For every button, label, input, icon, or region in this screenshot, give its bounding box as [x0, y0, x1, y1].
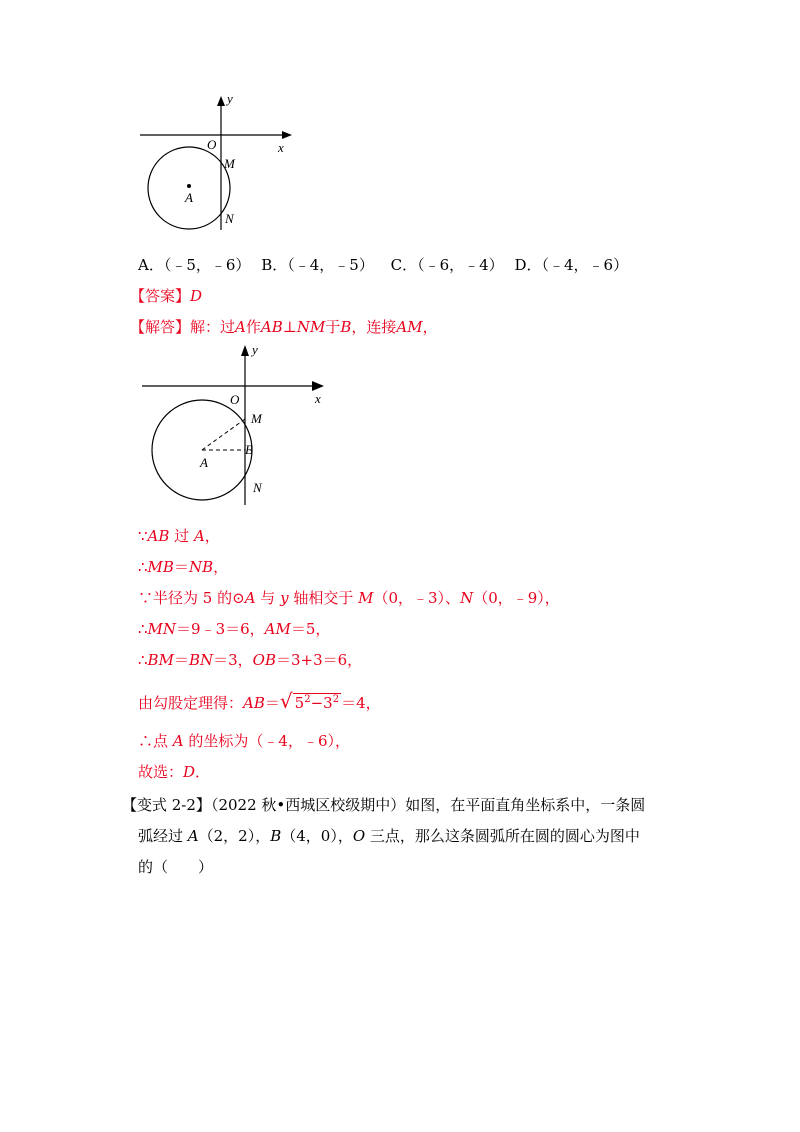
label-x: x	[278, 140, 284, 155]
s1-a: A	[193, 527, 205, 545]
s7-t1: 点	[153, 732, 173, 750]
sol-a: A	[235, 318, 246, 336]
s8-d: D	[183, 763, 196, 781]
sqrt-radicand	[293, 693, 341, 712]
option-d[interactable]: D．（﹣4，﹣6）	[514, 256, 629, 274]
s6-r1: 5	[294, 694, 305, 712]
s4-am: AM	[264, 620, 291, 638]
v2-a: A	[187, 827, 199, 845]
options-row	[138, 255, 628, 275]
s5-t1: ＝	[173, 651, 189, 669]
s6-t1: 由勾股定理得：	[138, 694, 244, 712]
s4-t2: ＝5，	[290, 620, 331, 638]
step-8	[138, 762, 210, 782]
s5-t2: ＝3，	[213, 651, 253, 669]
s6-p2: 2	[332, 694, 340, 705]
option-a[interactable]: A．（﹣5，﹣6）	[138, 256, 251, 274]
sol-t3: 于	[325, 318, 341, 336]
answer-tag: 【答案】	[130, 287, 191, 305]
label-o: O	[230, 392, 240, 407]
s2-therefore: ∴	[138, 558, 148, 576]
s3-n: N	[460, 589, 474, 607]
x-arrow-icon	[312, 381, 324, 391]
s6-p1: 2	[304, 694, 311, 705]
figure-2	[130, 340, 340, 510]
s5-bn: BN	[188, 651, 214, 669]
x-arrow-icon	[282, 131, 292, 139]
variant-line-1	[122, 795, 645, 815]
s3-t2: 与	[255, 589, 281, 607]
s2-mb: MB	[147, 558, 174, 576]
s2-end: ，	[213, 558, 229, 576]
s5-ob: OB	[252, 651, 276, 669]
v2-t2: （2，2），	[198, 827, 271, 845]
s4-mn: MN	[147, 620, 177, 638]
label-n: N	[253, 480, 262, 495]
variant-line-3	[138, 857, 213, 877]
s4-therefore: ∴	[138, 620, 148, 638]
s7-t2: 的坐标为（﹣4，﹣6），	[183, 732, 350, 750]
s1-mid: 过	[169, 527, 194, 545]
s3-t5: （0，﹣9），	[473, 589, 560, 607]
solution-tag: 【解答】	[130, 318, 191, 336]
sol-b: B	[340, 318, 352, 336]
s3-t3: 轴相交于	[288, 589, 359, 607]
s1-because: ∵	[138, 527, 148, 545]
y-arrow-icon	[241, 345, 249, 356]
label-o: O	[207, 137, 217, 152]
v2-b: B	[270, 827, 282, 845]
v2-t4: 三点，那么这条圆弧所在圆的圆心为图中	[365, 827, 640, 845]
s3-because: ∵	[138, 589, 154, 607]
sqrt-expression	[280, 691, 341, 716]
s3-t1: 半径为 5 的	[153, 589, 233, 607]
v3-text: 的（ ）	[138, 858, 214, 876]
s6-minus: −	[310, 694, 324, 712]
variant-line1: （2022 秋•西城区校级期中）如图，在平面直角坐标系中，一条圆	[210, 796, 646, 814]
label-y: y	[252, 342, 258, 357]
s5-therefore: ∴	[138, 651, 148, 669]
s7-therefore: ∴	[138, 732, 154, 750]
step-4	[138, 619, 330, 639]
s5-bm: BM	[147, 651, 174, 669]
sol-t5: ，	[422, 318, 438, 336]
s6-r2: 3	[323, 694, 333, 712]
sol-nm: NM	[296, 318, 326, 336]
s7-a: A	[172, 732, 184, 750]
sol-am: AM	[396, 318, 423, 336]
solution-line	[130, 317, 438, 337]
step-5	[138, 650, 362, 670]
answer-line	[130, 286, 202, 306]
variant-tag: 【变式 2-2】	[122, 796, 211, 814]
s8-t1: 故选：	[138, 763, 184, 781]
s6-ab: AB	[243, 694, 265, 712]
label-a: A	[200, 455, 208, 470]
s3-m: M	[358, 589, 374, 607]
answer-value: D	[190, 287, 203, 305]
s1-end: ，	[204, 527, 220, 545]
figure-1	[130, 90, 310, 235]
s3-y: y	[280, 589, 289, 607]
s2-eq: ＝	[173, 558, 189, 576]
option-c[interactable]: C．（﹣6，﹣4）	[390, 256, 504, 274]
label-b: B	[245, 442, 253, 457]
option-b[interactable]: B．（﹣4，﹣5）	[261, 256, 374, 274]
step-1	[138, 526, 220, 546]
sol-ab: AB	[260, 318, 283, 336]
label-n: N	[225, 211, 234, 226]
s5-t3: ＝3+3＝6，	[275, 651, 363, 669]
v2-o: O	[352, 827, 366, 845]
s6-eq: ＝	[264, 694, 280, 712]
variant-line-2	[138, 826, 640, 846]
v2-t1: 弧经过	[138, 827, 188, 845]
s3-circle: ⊙	[232, 589, 245, 607]
s1-ab: AB	[147, 527, 170, 545]
label-y: y	[227, 91, 233, 106]
s3-t4: （0，﹣3）、	[373, 589, 461, 607]
step-7	[138, 731, 350, 751]
center-dot	[187, 184, 191, 188]
label-m: M	[224, 156, 235, 171]
step-6	[138, 691, 381, 716]
v2-t3: （4，0），	[281, 827, 353, 845]
segment-am	[202, 419, 245, 450]
s2-nb: NB	[188, 558, 214, 576]
sol-t2: 作	[245, 318, 261, 336]
sol-t1: 解：过	[190, 318, 236, 336]
s8-end: ．	[195, 763, 211, 781]
step-3	[138, 588, 560, 608]
label-x: x	[315, 391, 321, 406]
sol-t4: ，连接	[351, 318, 397, 336]
sqrt-sign-icon: √	[279, 689, 293, 713]
y-arrow-icon	[217, 96, 225, 106]
label-a: A	[185, 190, 193, 205]
step-2	[138, 557, 228, 577]
sol-perp: ⊥	[282, 318, 297, 336]
s4-t1: ＝9﹣3＝6，	[176, 620, 265, 638]
s6-result: ＝4，	[341, 694, 381, 712]
s3-a: A	[244, 589, 256, 607]
label-m: M	[251, 411, 262, 426]
